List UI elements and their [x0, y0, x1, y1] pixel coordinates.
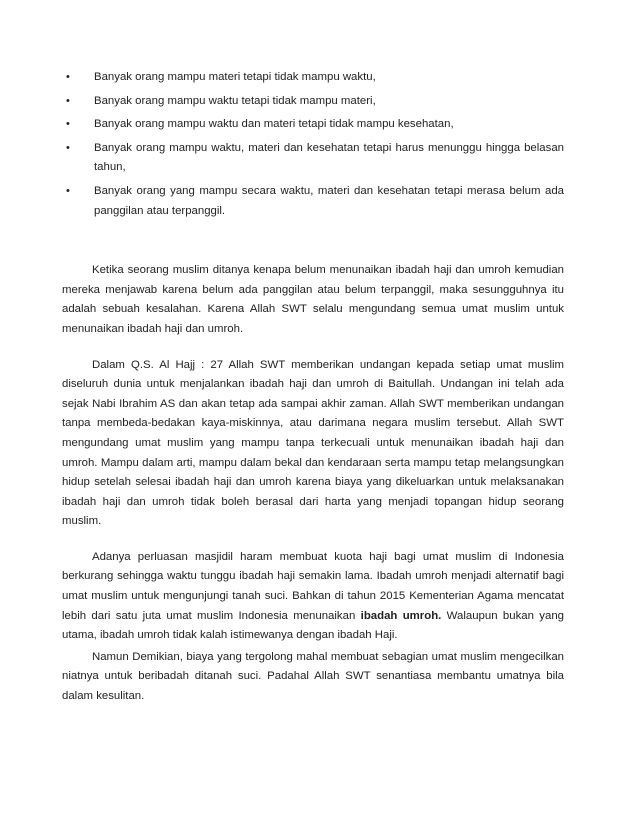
list-item [62, 92, 564, 112]
bullet-icon: • [66, 184, 70, 197]
bullet-list [62, 68, 564, 221]
list-item-text: Banyak orang mampu materi tetapi tidak mampu waktu, [94, 71, 376, 83]
list-item [62, 182, 564, 221]
bullet-icon: • [66, 71, 70, 83]
paragraph-3-text: Adanya perluasan masjidil haram membuat kuota haji bagi umat muslim di Indonesia berkurang sehingga waktu tunggu ibadah haji semakin lama. Ibadah umroh menjadi alternatif bagi umat muslim untuk mengunjungi tanah suci. Bahkan di tahun 2015 Kementerian Agama mencatat lebih dari satu juta umat muslim Indonesia menunaikan [62, 550, 564, 622]
bullet-icon: • [66, 118, 70, 131]
paragraph-3 [62, 548, 564, 646]
bold-keyword: ibadah umroh. [360, 609, 442, 622]
bullet-icon: • [66, 141, 70, 154]
paragraph-2: Dalam Q.S. Al Hajj : 27 Allah SWT memberikan undangan kepada setiap umat muslim diseluruh dunia untuk menjalankan ibadah haji dan umroh di Baitullah. Undangan ini telah ada sejak Nabi Ibrahim AS dan akan tetap ada sampai akhir zaman. Allah SWT memberikan undangan tanpa membeda-bedakan kaya-miskinnya, atau darimana negara muslim tersebut. Allah SWT mengundang umat muslim yang mampu tanpa terkecuali untuk menunaikan ibadah haji dan umroh. Mampu dalam arti, mampu dalam bekal dan kendaraan serta mampu tetap melangsungkan hidup setelah selesai ibadah haji dan umroh karena biaya yang dikeluarkan untuk melaksanakan ibadah haji dan umroh tidak boleh berasal dari harta yang menjadi topangan hidup seorang muslim. [62, 358, 564, 528]
document-body [62, 68, 564, 707]
list-item-text: Banyak orang mampu waktu tetapi tidak mampu materi, [94, 94, 376, 107]
paragraph-4: Namun Demikian, biaya yang tergolong mahal membuat sebagian umat muslim mengecilkan niatnya untuk beribadah ditanah suci. Padahal Allah SWT senantiasa membantu umatnya bila dalam kesulitan. [62, 650, 564, 703]
list-item-text: Banyak orang yang mampu secara waktu, materi dan kesehatan tetapi merasa belum ada panggilan atau terpanggil. [94, 184, 564, 217]
list-item-text: Banyak orang mampu waktu, materi dan kesehatan tetapi harus menunggu hingga belasan tahun, [94, 141, 564, 174]
list-item [62, 68, 564, 88]
list-item-text: Banyak orang mampu waktu dan materi tetapi tidak mampu kesehatan, [94, 118, 454, 131]
list-item [62, 139, 564, 178]
paragraph-3-text-end: Walaupun bukan yang utama, ibadah umroh tidak kalah istimewanya dengan ibadah Haji. [62, 609, 564, 642]
list-item [62, 115, 564, 135]
paragraph-1: Ketika seorang muslim ditanya kenapa belum menunaikan ibadah haji dan umroh kemudian mereka menjawab karena belum ada panggilan atau belum terpanggil, maka sesungguhnya itu adalah sebuah kesalahan. Karena Allah SWT selalu mengundang semua umat muslim untuk menunaikan ibadah haji dan umroh. [62, 264, 564, 335]
bullet-icon: • [66, 94, 70, 107]
